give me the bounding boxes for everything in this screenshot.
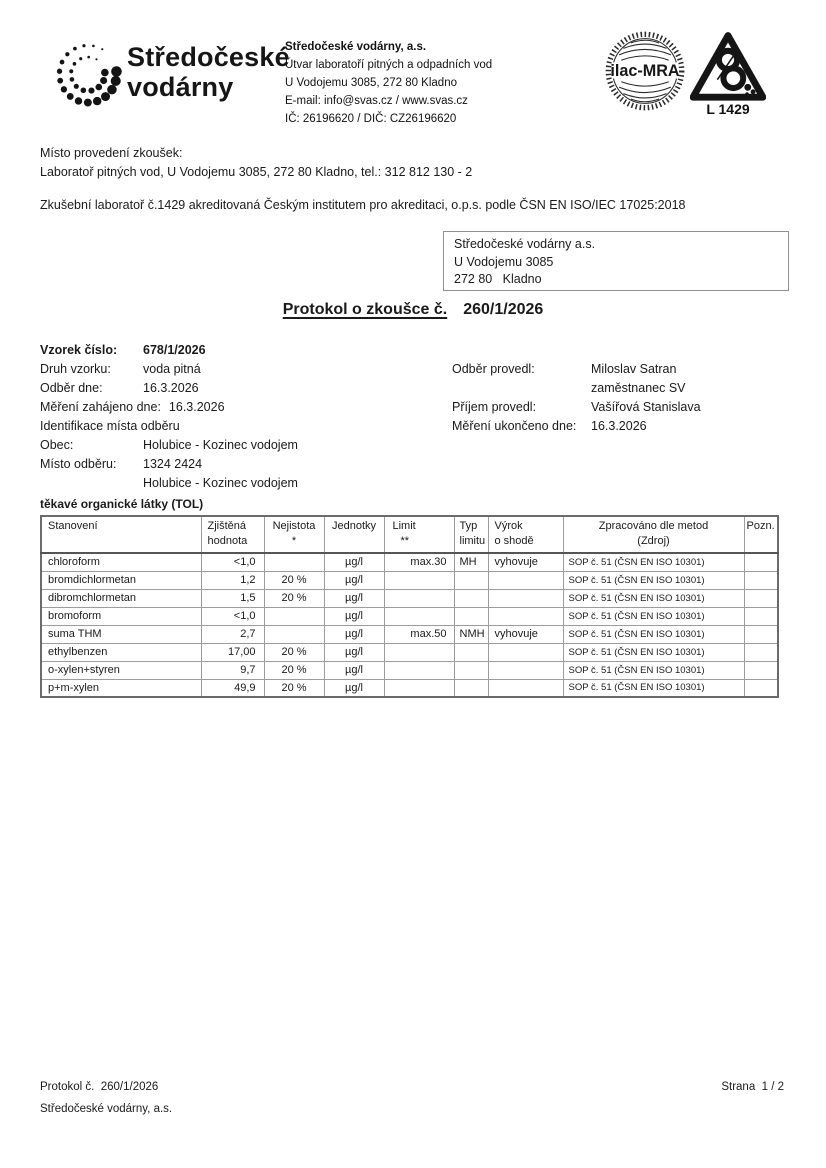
table-cell bbox=[744, 625, 778, 643]
title-number: 260/1/2026 bbox=[463, 301, 544, 318]
table-cell: o-xylen+styren bbox=[41, 661, 201, 679]
sample-info-left bbox=[40, 341, 298, 493]
table-cell bbox=[744, 679, 778, 697]
table-cell: max.50 bbox=[384, 625, 454, 643]
table-cell: 17,00 bbox=[201, 643, 264, 661]
table-row bbox=[41, 589, 778, 607]
table-cell bbox=[744, 643, 778, 661]
table-cell: 1,5 bbox=[201, 589, 264, 607]
table-cell: vyhovuje bbox=[488, 625, 563, 643]
table-cell: max.30 bbox=[384, 553, 454, 571]
company-ids: IČ: 26196620 / DIČ: CZ26196620 bbox=[285, 113, 457, 125]
table-cell bbox=[488, 643, 563, 661]
sample-type-value: voda pitná bbox=[143, 362, 201, 376]
accreditation-line: Zkušební laboratoř č.1429 akreditovaná Českým institutem pro akreditaci, o.p.s. podle ČSN EN ISO/IEC 17025:2018 bbox=[40, 198, 686, 212]
municipality-label: Obec: bbox=[40, 438, 74, 452]
started-date-value: 16.3.2026 bbox=[168, 400, 225, 414]
table-cell bbox=[488, 571, 563, 589]
table-cell: MH bbox=[454, 553, 488, 571]
table-cell bbox=[384, 661, 454, 679]
footer-company: Středočeské vodárny, a.s. bbox=[40, 1103, 173, 1115]
footer-protocol-number: Protokol č. 260/1/2026 bbox=[40, 1081, 159, 1093]
table-cell: 20 % bbox=[264, 589, 324, 607]
company-dept: Útvar laboratoří pitných a odpadních vod bbox=[285, 59, 493, 71]
table-cell bbox=[454, 607, 488, 625]
collected-date-label: Odběr dne: bbox=[40, 381, 103, 395]
table-cell: SOP č. 51 (ČSN EN ISO 10301) bbox=[563, 589, 744, 607]
table-cell bbox=[454, 643, 488, 661]
table-cell: µg/l bbox=[324, 679, 384, 697]
table-cell bbox=[454, 589, 488, 607]
table-cell: vyhovuje bbox=[488, 553, 563, 571]
table-cell: 20 % bbox=[264, 571, 324, 589]
table-row bbox=[41, 625, 778, 643]
collector-org-spacer bbox=[452, 379, 591, 398]
tol-table-body bbox=[41, 553, 778, 697]
recipient-line1: Středočeské vodárny a.s. bbox=[454, 237, 596, 251]
column-header-8: Pozn. bbox=[744, 516, 778, 553]
table-cell: µg/l bbox=[324, 589, 384, 607]
company-info-block bbox=[285, 38, 492, 128]
table-cell bbox=[744, 661, 778, 679]
table-cell: SOP č. 51 (ČSN EN ISO 10301) bbox=[563, 553, 744, 571]
table-row bbox=[41, 661, 778, 679]
table-cell: SOP č. 51 (ČSN EN ISO 10301) bbox=[563, 571, 744, 589]
municipality-value: Holubice - Kozinec vodojem bbox=[143, 438, 298, 452]
table-cell: chloroform bbox=[41, 553, 201, 571]
collector-value: Miloslav Satran bbox=[591, 362, 677, 376]
table-cell: 20 % bbox=[264, 661, 324, 679]
table-cell: SOP č. 51 (ČSN EN ISO 10301) bbox=[563, 679, 744, 697]
table-cell: <1,0 bbox=[201, 607, 264, 625]
table-cell: µg/l bbox=[324, 571, 384, 589]
table-cell bbox=[744, 607, 778, 625]
collector-label: Odběr provedl: bbox=[452, 362, 535, 376]
recipient-address-box bbox=[443, 231, 789, 291]
ilac-mra-icon bbox=[604, 30, 686, 112]
table-cell bbox=[384, 571, 454, 589]
table-cell: 2,7 bbox=[201, 625, 264, 643]
column-header-6: Výrok o shodě bbox=[488, 516, 563, 553]
column-header-0: Stanovení bbox=[41, 516, 201, 553]
table-cell: µg/l bbox=[324, 625, 384, 643]
table-cell: SOP č. 51 (ČSN EN ISO 10301) bbox=[563, 607, 744, 625]
company-email: E-mail: info@svas.cz / www.svas.cz bbox=[285, 95, 468, 107]
table-cell bbox=[454, 661, 488, 679]
sample-number-value: 678/1/2026 bbox=[143, 343, 206, 357]
table-cell bbox=[384, 643, 454, 661]
table-cell: bromdichlormetan bbox=[41, 571, 201, 589]
table-row bbox=[41, 607, 778, 625]
recipient-line2: U Vodojemu 3085 bbox=[454, 254, 554, 269]
finished-value: 16.3.2026 bbox=[591, 419, 647, 433]
table-cell bbox=[264, 553, 324, 571]
place-name-value: Holubice - Kozinec vodojem bbox=[143, 476, 298, 490]
company-logo-dots-icon bbox=[52, 38, 124, 110]
company-name: Středočeské vodárny, a.s. bbox=[285, 41, 427, 53]
table-cell: µg/l bbox=[324, 643, 384, 661]
company-logo-wordmark bbox=[127, 42, 290, 102]
column-header-4: Limit ** bbox=[384, 516, 454, 553]
table-cell: 20 % bbox=[264, 679, 324, 697]
received-label: Příjem provedl: bbox=[452, 400, 537, 414]
table-cell: µg/l bbox=[324, 553, 384, 571]
document-title bbox=[0, 301, 826, 319]
table-row bbox=[41, 571, 778, 589]
table-cell bbox=[488, 679, 563, 697]
table-cell bbox=[264, 607, 324, 625]
table-cell: 49,9 bbox=[201, 679, 264, 697]
table-cell: suma THM bbox=[41, 625, 201, 643]
lab-code-label: L 1429 bbox=[706, 101, 750, 117]
table-cell: SOP č. 51 (ČSN EN ISO 10301) bbox=[563, 643, 744, 661]
sample-number-label: Vzorek číslo: bbox=[40, 343, 118, 357]
table-cell bbox=[744, 553, 778, 571]
column-header-2: Nejistota * bbox=[264, 516, 324, 553]
test-site-line: Laboratoř pitných vod, U Vodojemu 3085, 272 80 Kladno, tel.: 312 812 130 - 2 bbox=[40, 165, 473, 179]
logo-line1: Středočeské bbox=[127, 42, 290, 72]
logo-line2: vodárny bbox=[127, 72, 234, 102]
table-cell bbox=[744, 589, 778, 607]
table-cell: ethylbenzen bbox=[41, 643, 201, 661]
table-cell: 20 % bbox=[264, 643, 324, 661]
column-header-3: Jednotky bbox=[324, 516, 384, 553]
recipient-line3: 272 80 Kladno bbox=[454, 272, 542, 286]
table-cell bbox=[454, 679, 488, 697]
table-row bbox=[41, 679, 778, 697]
column-header-7: Zpracováno dle metod (Zdroj) bbox=[563, 516, 744, 553]
accreditation-triangle-icon bbox=[690, 30, 766, 102]
table-cell: p+m-xylen bbox=[41, 679, 201, 697]
table-cell: 1,2 bbox=[201, 571, 264, 589]
table-cell bbox=[384, 679, 454, 697]
finished-label: Měření ukončeno dne: bbox=[452, 419, 577, 433]
table-cell: dibromchlormetan bbox=[41, 589, 201, 607]
place-id-label: Identifikace místa odběru bbox=[40, 419, 180, 433]
title-label: Protokol o zkoušce č. bbox=[282, 301, 448, 318]
company-address: U Vodojemu 3085, 272 80 Kladno bbox=[285, 77, 457, 89]
sample-type-label: Druh vzorku: bbox=[40, 362, 111, 376]
table-cell: 9,7 bbox=[201, 661, 264, 679]
table-cell bbox=[488, 589, 563, 607]
table-row bbox=[41, 643, 778, 661]
place-name-spacer bbox=[40, 474, 143, 493]
test-site-label: Místo provedení zkoušek: bbox=[40, 146, 183, 160]
tol-results-table bbox=[40, 515, 779, 698]
place-code-value: 1324 2424 bbox=[143, 457, 203, 471]
started-date-label: Měření zahájeno dne: bbox=[40, 400, 161, 414]
table-cell bbox=[454, 571, 488, 589]
table-cell bbox=[744, 571, 778, 589]
table-cell bbox=[264, 625, 324, 643]
table-cell bbox=[488, 661, 563, 679]
table-cell: NMH bbox=[454, 625, 488, 643]
table-cell: µg/l bbox=[324, 661, 384, 679]
table-cell: µg/l bbox=[324, 607, 384, 625]
table-cell: bromoform bbox=[41, 607, 201, 625]
received-value: Vašířová Stanislava bbox=[591, 400, 701, 414]
sample-info-right bbox=[452, 360, 701, 436]
tol-table-head-row bbox=[41, 516, 778, 553]
table-cell bbox=[488, 607, 563, 625]
footer-page-number: Strana 1 / 2 bbox=[721, 1081, 784, 1093]
table-cell: SOP č. 51 (ČSN EN ISO 10301) bbox=[563, 661, 744, 679]
place-label: Místo odběru: bbox=[40, 457, 117, 471]
table-cell bbox=[384, 589, 454, 607]
table-caption: těkavé organické látky (TOL) bbox=[40, 497, 204, 511]
table-cell bbox=[384, 607, 454, 625]
table-row bbox=[41, 553, 778, 571]
collector-org-value: zaměstnanec SV bbox=[591, 381, 686, 395]
collected-date-value: 16.3.2026 bbox=[143, 381, 199, 395]
table-cell: SOP č. 51 (ČSN EN ISO 10301) bbox=[563, 625, 744, 643]
table-cell: <1,0 bbox=[201, 553, 264, 571]
column-header-5: Typ limitu bbox=[454, 516, 488, 553]
ilac-mra-label: ilac-MRA bbox=[610, 61, 680, 80]
column-header-1: Zjištěná hodnota bbox=[201, 516, 264, 553]
